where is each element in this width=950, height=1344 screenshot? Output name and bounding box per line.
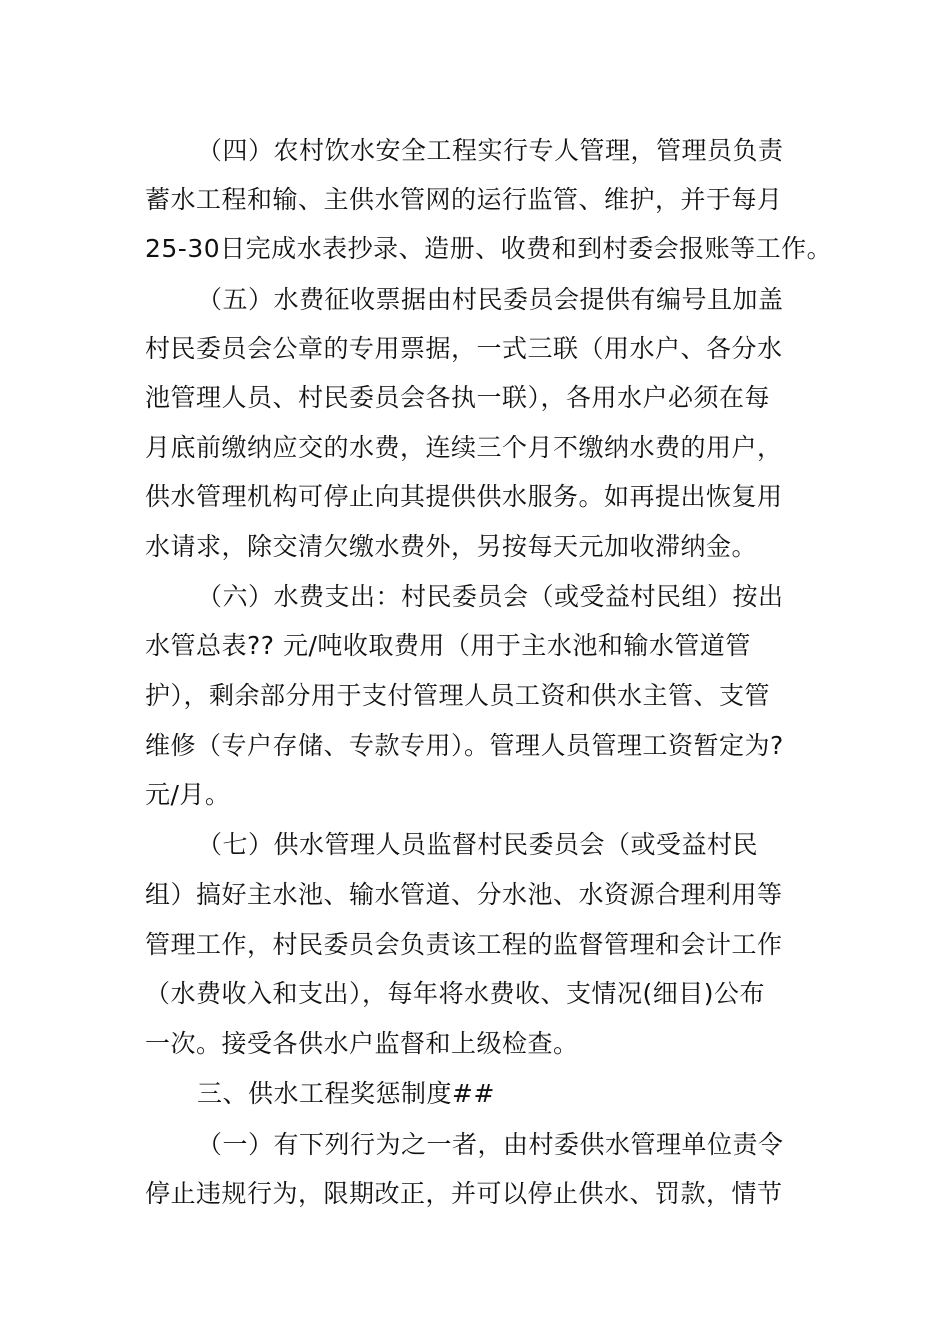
paragraph-5-line-6: 水请求，除交清欠缴水费外，另按每天元加收滞纳金。 <box>145 532 758 561</box>
paragraph-5-line-2: 村民委员会公章的专用票据，一式三联（用水户、各分水 <box>145 334 783 363</box>
paragraph-7-line-2: 组）搞好主水池、输水管道、分水池、水资源合理利用等 <box>145 880 783 909</box>
paragraph-4-line-3: 25-30日完成水表抄录、造册、收费和到村委会报账等工作。 <box>145 234 833 263</box>
section-heading: 三、供水工程奖惩制度## <box>197 1079 495 1108</box>
paragraph-6-line-2: 水管总表?? 元/吨收取费用（用于主水池和输水管道管 <box>145 631 751 660</box>
paragraph-7-line-4: （水费收入和支出），每年将水费收、支情况(细目)公布 <box>145 979 766 1008</box>
paragraph-5-line-3: 池管理人员、村民委员会各执一联），各用水户必须在每 <box>145 383 771 412</box>
paragraph-5-line-5: 供水管理机构可停止向其提供供水服务。如再提出恢复用 <box>145 482 783 511</box>
paragraph-4-line-1: （四）农村饮水安全工程实行专人管理，管理员负责 <box>197 136 784 165</box>
paragraph-5-line-1: （五）水费征收票据由村民委员会提供有编号且加盖 <box>197 285 784 314</box>
paragraph-4-line-2: 蓄水工程和输、主供水管网的运行监管、维护，并于每月 <box>145 185 783 214</box>
paragraph-5-line-4: 月底前缴纳应交的水费，连续三个月不缴纳水费的用户， <box>145 433 783 462</box>
paragraph-7-line-5: 一次。接受各供水户监督和上级检查。 <box>145 1029 579 1058</box>
paragraph-7-line-1: （七）供水管理人员监督村民委员会（或受益村民 <box>197 830 759 859</box>
paragraph-7-line-3: 管理工作，村民委员会负责该工程的监督管理和会计工作 <box>145 930 783 959</box>
paragraph-6-line-3: 护），剩余部分用于支付管理人员工资和供水主管、支管 <box>145 681 771 710</box>
section-1-line-2: 停止违规行为，限期改正，并可以停止供水、罚款，情节 <box>145 1179 783 1208</box>
paragraph-6-line-4: 维修（专户存储、专款专用）。管理人员管理工资暂定为? <box>145 731 784 760</box>
section-1-line-1: （一）有下列行为之一者，由村委供水管理单位责令 <box>197 1130 784 1159</box>
paragraph-6-line-1: （六）水费支出：村民委员会（或受益村民组）按出 <box>197 582 784 611</box>
paragraph-6-line-5: 元/月。 <box>145 780 231 809</box>
